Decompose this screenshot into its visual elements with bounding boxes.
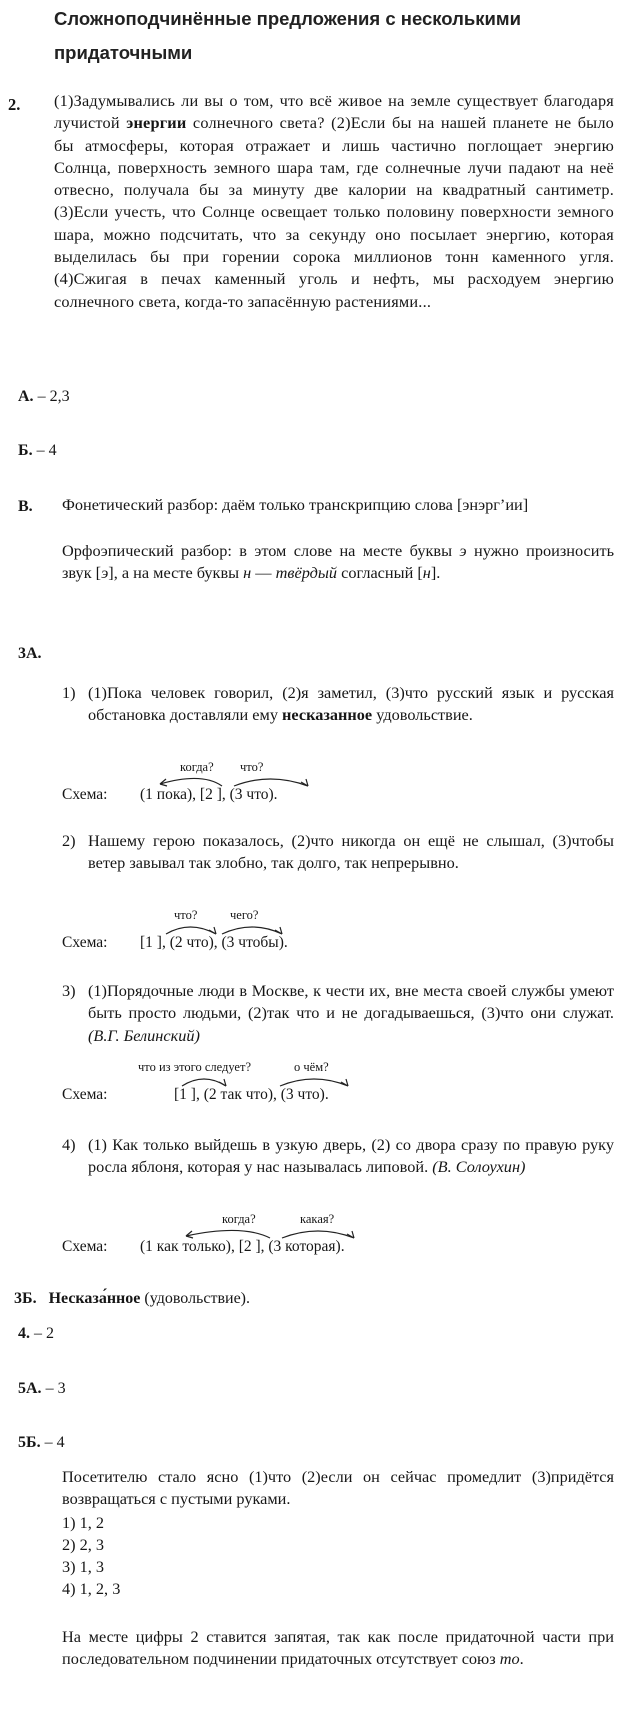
answer-value: – 4 (32, 442, 57, 459)
answer-v-phonetic: Фонетический разбор: даём только транскрипцию слова [энэрг’ии] (62, 495, 529, 514)
subordination-arrows (174, 1070, 394, 1092)
text-fragment: На месте цифры 2 ставится запятая, так как после придаточной части при последовательном подчинении придаточных отсутствует союз (62, 1627, 614, 1669)
schema-label: Схема: (62, 786, 108, 803)
answer-label: 5А. (18, 1380, 42, 1397)
schema-label: Схема: (62, 934, 108, 951)
schema-question: о чём? (294, 1060, 329, 1074)
schema-question: что? (240, 760, 264, 774)
answer-label: 4. (18, 1325, 30, 1342)
option: 3) 1, 3 (62, 1557, 105, 1576)
text-fragment: солнечного света? (2)Если бы на нашей планете не было бы атмосферы, которая отражает и лишь частично поглощает энергию Солнца, поверхность земного шара там, где солнечные лучи падают на неё отвесно, получала бы за минуту две калории на квадратный сантиметр. (3)Если учесть, что Солнце освещает только половину поверхности земного шара, можно подсчитать, что за секунду оно посылает энергию, которая выделилась бы при горении сорока миллионов тонн каменного угля. (4)Сжигая в печах каменный уголь и нефть, мы расходуем энергию солнечного света, когда-то запасённую растениями... (54, 113, 614, 311)
answer-4 (18, 1325, 54, 1343)
text-fragment: (1)Задумывались ли вы о том, что всё живое на земле существует благодаря лучистой (54, 91, 614, 133)
schema-label: Схема: (62, 1086, 108, 1103)
keyword-energy: энергии (126, 113, 187, 133)
text-fragment: Орфоэпический разбор: в этом слове на месте буквы (62, 541, 460, 560)
item-number: 4) (62, 1135, 76, 1154)
option: 1) 1, 2 (62, 1513, 105, 1532)
text-fragment: . (519, 1649, 524, 1669)
item-4-text (88, 1134, 614, 1179)
answer-word: Несказа́нное (48, 1290, 141, 1307)
schema-2 (62, 908, 614, 958)
answer-label: 5Б. (18, 1434, 41, 1451)
text-fragment: (1)Пока человек говорил, (2)я заметил, (3)что русский язык и русская обстановка доставляли ему (88, 683, 614, 725)
answer-v-orthoepic (62, 540, 614, 585)
answer-b (18, 442, 57, 460)
item-number: 1) (62, 683, 76, 702)
text-fragment: (1)Порядочные люди в Москве, к чести их, вне места своей службы умеют быть просто людьми, (2)так что и не догадываешься, (3)что они служат. (88, 981, 614, 1023)
schema-question: когда? (180, 760, 214, 774)
answer-value: – 2,3 (33, 388, 70, 405)
sound-e: э (101, 563, 109, 583)
schema-formula: (1 пока), [2 ], (3 что). (140, 786, 278, 803)
item-2-text (88, 830, 614, 875)
schema-question: чего? (230, 908, 259, 922)
text-fragment: ], а на месте буквы (108, 563, 244, 583)
answer-value: (удовольствие). (140, 1290, 250, 1307)
task-number: 2. (8, 95, 21, 114)
answer-value: – 2 (30, 1325, 54, 1342)
conjunction-to: то (499, 1649, 520, 1669)
schema-question: что из этого следует? (138, 1060, 251, 1074)
page-title: Сложноподчинённые предложения с несколькими придаточными (54, 8, 521, 63)
sound-n: н (422, 563, 431, 583)
subordination-arrows (142, 770, 362, 792)
answer-a (18, 388, 70, 406)
schema-question: когда? (222, 1212, 256, 1226)
schema-1 (62, 760, 614, 810)
task-5b-sentence: Посетителю стало ясно (1)что (2)если он сейчас промедлит (3)придётся возвращаться с пустыми руками. (62, 1467, 614, 1509)
schema-formula: (1 как только), [2 ], (3 которая). (140, 1238, 345, 1255)
answer-label: Б. (18, 442, 33, 459)
answer-label: 3Б. (14, 1290, 37, 1307)
letter-n: н (243, 563, 252, 583)
answer-5b (18, 1434, 65, 1452)
word-hard: твёрдый (275, 563, 338, 583)
options-list (62, 1512, 262, 1600)
answer-v-label: В. (18, 498, 33, 515)
answer-3b (14, 1290, 250, 1308)
author-attribution: (В.Г. Белинский) (88, 1025, 200, 1045)
text-fragment: Нашему герою показалось, (2)что никогда он ещё не слышал, (3)чтобы ветер завывал так злобно, так долго, так непрерывно. (88, 831, 614, 873)
item-3-text (88, 980, 614, 1047)
item-number: 2) (62, 831, 76, 850)
schema-formula: [1 ], (2 что), (3 чтобы). (140, 934, 288, 951)
schema-question: что? (174, 908, 198, 922)
item-number: 3) (62, 981, 76, 1000)
schema-question: какая? (300, 1212, 335, 1226)
schema-3 (62, 1060, 614, 1110)
option: 4) 1, 2, 3 (62, 1579, 121, 1598)
explanation (62, 1626, 614, 1671)
item-1-text (88, 682, 614, 727)
text-fragment: нужно произносить звук [ (62, 541, 614, 583)
answer-value: – 4 (40, 1434, 65, 1451)
text-fragment: (1) Как только выйдешь в узкую дверь, (2) со двора сразу по правую руку росла яблоня, которая у нас называлась липовой. (88, 1135, 614, 1177)
answer-5a (18, 1380, 66, 1398)
task2-text (54, 90, 614, 313)
option: 2) 2, 3 (62, 1535, 105, 1554)
text-fragment: — (251, 563, 276, 583)
author-attribution: (В. Солоухин) (432, 1157, 526, 1177)
text-fragment: согласный [ (337, 563, 423, 583)
text-fragment: ]. (430, 563, 441, 583)
schema-formula: [1 ], (2 так что), (3 что). (174, 1086, 329, 1103)
letter-e: э (459, 541, 467, 560)
schema-4 (62, 1212, 614, 1262)
schema-label: Схема: (62, 1238, 108, 1255)
text-fragment: удовольствие. (372, 705, 473, 725)
section-3a-label: 3А. (18, 645, 42, 662)
keyword-neskazannoe: несказанное (282, 705, 373, 725)
answer-value: – 3 (41, 1380, 66, 1397)
subordination-arrows (142, 918, 362, 940)
subordination-arrows (142, 1222, 382, 1244)
answer-label: А. (18, 388, 34, 405)
